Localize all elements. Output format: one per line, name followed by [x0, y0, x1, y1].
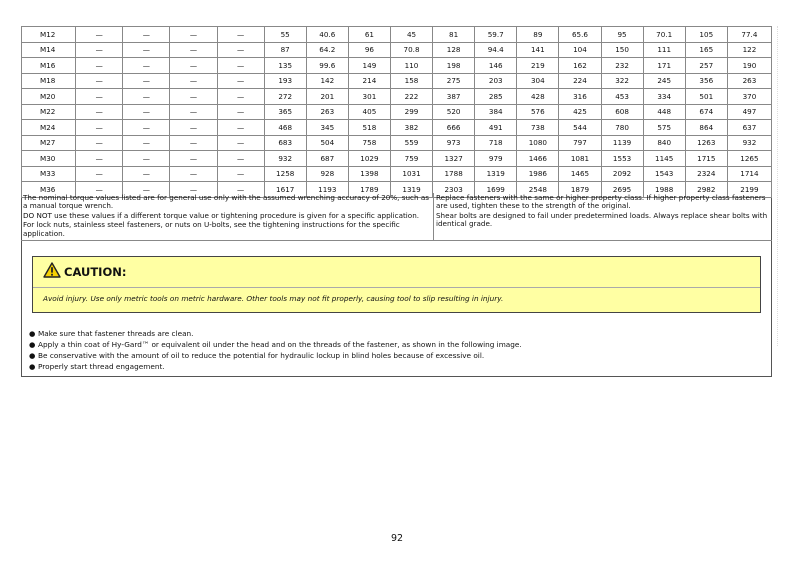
- torque-value-cell: —: [123, 58, 170, 74]
- table-row: [22, 58, 772, 74]
- torque-value-cell: —: [170, 151, 217, 167]
- bullet-icon: ●: [29, 351, 36, 360]
- torque-value-cell: —: [217, 151, 264, 167]
- table-row: [22, 89, 772, 105]
- torque-value-cell: —: [170, 135, 217, 151]
- torque-value-cell: 1879: [559, 182, 601, 198]
- torque-value-cell: 453: [601, 89, 643, 105]
- torque-value-cell: —: [170, 166, 217, 182]
- torque-value-cell: 104: [559, 42, 601, 58]
- torque-value-cell: 334: [643, 89, 685, 105]
- torque-value-cell: 356: [685, 73, 727, 89]
- bolt-size-cell: M36: [22, 182, 76, 198]
- table-row: [22, 166, 772, 182]
- torque-value-cell: 1080: [517, 135, 559, 151]
- torque-value-cell: 142: [306, 73, 348, 89]
- bolt-size-cell: M27: [22, 135, 76, 151]
- torque-value-cell: —: [123, 73, 170, 89]
- torque-value-cell: —: [170, 89, 217, 105]
- torque-value-cell: 190: [727, 58, 771, 74]
- caution-title: CAUTION:: [64, 265, 127, 279]
- torque-value-cell: 245: [643, 73, 685, 89]
- torque-value-cell: 674: [685, 104, 727, 120]
- torque-value-cell: 70.1: [643, 27, 685, 43]
- torque-value-cell: 497: [727, 104, 771, 120]
- notes-left: [21, 193, 434, 240]
- torque-value-cell: 382: [390, 120, 432, 136]
- torque-value-cell: 544: [559, 120, 601, 136]
- torque-value-cell: 1145: [643, 151, 685, 167]
- torque-value-cell: 2695: [601, 182, 643, 198]
- torque-value-cell: 738: [517, 120, 559, 136]
- torque-value-cell: —: [76, 135, 123, 151]
- table-row: [22, 120, 772, 136]
- bullet-icon: ●: [29, 329, 36, 338]
- torque-value-cell: 263: [306, 104, 348, 120]
- bolt-size-cell: M22: [22, 104, 76, 120]
- torque-value-cell: 299: [390, 104, 432, 120]
- torque-value-cell: 2548: [517, 182, 559, 198]
- torque-value-cell: 40.6: [306, 27, 348, 43]
- torque-value-cell: 575: [643, 120, 685, 136]
- table-row: [22, 73, 772, 89]
- torque-value-cell: 780: [601, 120, 643, 136]
- bolt-size-cell: M30: [22, 151, 76, 167]
- torque-value-cell: —: [76, 89, 123, 105]
- torque-value-cell: 150: [601, 42, 643, 58]
- torque-value-cell: 345: [306, 120, 348, 136]
- torque-value-cell: 1265: [727, 151, 771, 167]
- torque-value-cell: 135: [264, 58, 306, 74]
- torque-value-cell: —: [170, 182, 217, 198]
- torque-value-cell: 224: [559, 73, 601, 89]
- bolt-size-cell: M14: [22, 42, 76, 58]
- torque-value-cell: 203: [475, 73, 517, 89]
- torque-value-cell: 928: [306, 166, 348, 182]
- torque-value-cell: 1617: [264, 182, 306, 198]
- torque-value-cell: 1029: [348, 151, 390, 167]
- torque-value-cell: 64.2: [306, 42, 348, 58]
- table-row: [22, 27, 772, 43]
- torque-value-cell: 2982: [685, 182, 727, 198]
- torque-value-cell: 1139: [601, 135, 643, 151]
- torque-value-cell: 1714: [727, 166, 771, 182]
- torque-value-cell: —: [76, 104, 123, 120]
- torque-value-cell: —: [123, 42, 170, 58]
- table-row: [22, 42, 772, 58]
- torque-value-cell: 468: [264, 120, 306, 136]
- torque-value-cell: 45: [390, 27, 432, 43]
- torque-value-cell: —: [76, 120, 123, 136]
- torque-value-cell: 504: [306, 135, 348, 151]
- torque-value-cell: —: [217, 89, 264, 105]
- page-edge-line: [777, 26, 778, 346]
- list-item: [29, 328, 522, 339]
- note-general-use: The nominal torque values listed are for general use only with the assumed wrenching accuracy of 20%, such as a manual torque wrench.: [23, 193, 429, 211]
- torque-value-cell: 193: [264, 73, 306, 89]
- bolt-size-cell: M16: [22, 58, 76, 74]
- torque-value-cell: —: [170, 27, 217, 43]
- caution-box: [32, 256, 761, 313]
- torque-value-cell: 1543: [643, 166, 685, 182]
- torque-value-cell: 61: [348, 27, 390, 43]
- torque-value-cell: 932: [727, 135, 771, 151]
- torque-value-cell: 759: [390, 151, 432, 167]
- torque-value-cell: —: [217, 120, 264, 136]
- torque-value-cell: 111: [643, 42, 685, 58]
- torque-value-cell: 1788: [433, 166, 475, 182]
- torque-value-cell: 149: [348, 58, 390, 74]
- torque-value-cell: 637: [727, 120, 771, 136]
- notes-right: [434, 193, 772, 240]
- torque-value-cell: 518: [348, 120, 390, 136]
- torque-value-cell: —: [217, 166, 264, 182]
- torque-value-cell: 1258: [264, 166, 306, 182]
- torque-value-cell: 1553: [601, 151, 643, 167]
- torque-value-cell: 1319: [390, 182, 432, 198]
- list-item-text: Make sure that fastener threads are clean.: [38, 329, 194, 338]
- torque-value-cell: 1465: [559, 166, 601, 182]
- torque-value-cell: 105: [685, 27, 727, 43]
- torque-value-cell: 501: [685, 89, 727, 105]
- bolt-size-cell: M24: [22, 120, 76, 136]
- torque-value-cell: 973: [433, 135, 475, 151]
- bullet-icon: ●: [29, 362, 36, 371]
- torque-value-cell: 387: [433, 89, 475, 105]
- torque-value-cell: 718: [475, 135, 517, 151]
- torque-value-cell: 1081: [559, 151, 601, 167]
- caution-header: [33, 257, 760, 288]
- torque-value-cell: 2303: [433, 182, 475, 198]
- torque-value-cell: 2092: [601, 166, 643, 182]
- torque-value-cell: —: [76, 182, 123, 198]
- torque-value-cell: —: [217, 104, 264, 120]
- torque-value-cell: 219: [517, 58, 559, 74]
- torque-value-cell: 96: [348, 42, 390, 58]
- torque-value-cell: 2199: [727, 182, 771, 198]
- torque-value-cell: 979: [475, 151, 517, 167]
- list-item-text: Be conservative with the amount of oil to reduce the potential for hydraulic lockup in blind holes because of excessive oil.: [38, 351, 485, 360]
- torque-value-cell: 2324: [685, 166, 727, 182]
- torque-value-cell: —: [170, 104, 217, 120]
- torque-value-cell: 128: [433, 42, 475, 58]
- torque-value-cell: —: [217, 135, 264, 151]
- torque-value-cell: 687: [306, 151, 348, 167]
- torque-value-cell: —: [217, 27, 264, 43]
- torque-value-cell: —: [76, 166, 123, 182]
- bolt-size-cell: M18: [22, 73, 76, 89]
- torque-value-cell: 59.7: [475, 27, 517, 43]
- note-lock-nuts: For lock nuts, stainless steel fasteners, or nuts on U-bolts, see the tightening instructions for the specific application.: [23, 220, 400, 238]
- torque-value-cell: 70.8: [390, 42, 432, 58]
- torque-value-cell: 1789: [348, 182, 390, 198]
- torque-value-cell: 683: [264, 135, 306, 151]
- torque-value-cell: 384: [475, 104, 517, 120]
- torque-value-cell: 316: [559, 89, 601, 105]
- torque-value-cell: 146: [475, 58, 517, 74]
- list-item-text: Properly start thread engagement.: [38, 362, 165, 371]
- torque-value-cell: 576: [517, 104, 559, 120]
- page-number: 92: [390, 533, 404, 544]
- torque-value-cell: —: [123, 120, 170, 136]
- warning-triangle-icon: [43, 262, 61, 282]
- torque-value-cell: 608: [601, 104, 643, 120]
- torque-value-cell: 65.6: [559, 27, 601, 43]
- torque-value-cell: 365: [264, 104, 306, 120]
- torque-value-cell: 232: [601, 58, 643, 74]
- torque-value-cell: —: [123, 104, 170, 120]
- bolt-size-cell: M20: [22, 89, 76, 105]
- torque-value-cell: 1466: [517, 151, 559, 167]
- torque-value-cell: 1031: [390, 166, 432, 182]
- torque-value-cell: —: [217, 42, 264, 58]
- torque-value-cell: 448: [643, 104, 685, 120]
- torque-value-cell: 1327: [433, 151, 475, 167]
- torque-value-cell: —: [76, 27, 123, 43]
- torque-value-cell: —: [170, 120, 217, 136]
- torque-value-cell: 81: [433, 27, 475, 43]
- torque-value-cell: —: [217, 58, 264, 74]
- torque-value-cell: 122: [727, 42, 771, 58]
- list-item: [29, 361, 522, 372]
- torque-value-cell: 1193: [306, 182, 348, 198]
- torque-value-cell: 322: [601, 73, 643, 89]
- list-item: [29, 350, 522, 361]
- bullet-icon: ●: [29, 340, 36, 349]
- note-shear-bolts: Shear bolts are designed to fail under predetermined loads. Always replace shear bolts with identical grade.: [436, 210, 768, 229]
- torque-value-cell: 666: [433, 120, 475, 136]
- torque-value-cell: 110: [390, 58, 432, 74]
- torque-value-cell: —: [123, 135, 170, 151]
- table-row: [22, 104, 772, 120]
- torque-value-cell: 797: [559, 135, 601, 151]
- torque-value-cell: —: [170, 73, 217, 89]
- torque-value-cell: 141: [517, 42, 559, 58]
- note-do-not-use: DO NOT use these values if a different torque value or tightening procedure is given for a specific application.: [23, 210, 420, 220]
- torque-value-cell: 491: [475, 120, 517, 136]
- torque-value-cell: 285: [475, 89, 517, 105]
- torque-value-cell: 1988: [643, 182, 685, 198]
- torque-value-cell: —: [217, 73, 264, 89]
- torque-value-cell: 201: [306, 89, 348, 105]
- torque-value-cell: 99.6: [306, 58, 348, 74]
- torque-value-cell: —: [170, 58, 217, 74]
- torque-value-cell: —: [123, 27, 170, 43]
- torque-value-cell: 428: [517, 89, 559, 105]
- torque-value-cell: —: [76, 58, 123, 74]
- table-row: [22, 151, 772, 167]
- torque-value-cell: 520: [433, 104, 475, 120]
- torque-value-cell: 864: [685, 120, 727, 136]
- torque-value-cell: 932: [264, 151, 306, 167]
- torque-value-cell: 370: [727, 89, 771, 105]
- caution-text: Avoid injury. Use only metric tools on metric hardware. Other tools may not fit properly, causing tool to slip resulting in injury.: [43, 294, 504, 303]
- torque-value-cell: 425: [559, 104, 601, 120]
- torque-value-cell: 257: [685, 58, 727, 74]
- torque-value-cell: 87: [264, 42, 306, 58]
- torque-value-cell: —: [170, 42, 217, 58]
- torque-value-cell: 1263: [685, 135, 727, 151]
- torque-value-cell: 1715: [685, 151, 727, 167]
- torque-value-cell: —: [123, 89, 170, 105]
- bolt-size-cell: M33: [22, 166, 76, 182]
- torque-value-cell: 304: [517, 73, 559, 89]
- note-replace-fasteners: Replace fasteners with the same or higher property class. If higher property class fasteners are used, tighten these to the strength of the original.: [436, 193, 766, 211]
- table-row: [22, 135, 772, 151]
- torque-value-cell: —: [76, 42, 123, 58]
- torque-value-cell: —: [123, 182, 170, 198]
- torque-table: [21, 26, 772, 198]
- torque-value-cell: 55: [264, 27, 306, 43]
- torque-value-cell: 1986: [517, 166, 559, 182]
- torque-value-cell: 840: [643, 135, 685, 151]
- torque-value-cell: 559: [390, 135, 432, 151]
- torque-value-cell: 94.4: [475, 42, 517, 58]
- torque-value-cell: 162: [559, 58, 601, 74]
- torque-value-cell: 214: [348, 73, 390, 89]
- list-item-text: Apply a thin coat of Hy-Gard™ or equivalent oil under the head and on the threads of the fastener, as shown in the following image.: [38, 340, 522, 349]
- torque-value-cell: 95: [601, 27, 643, 43]
- torque-value-cell: 1319: [475, 166, 517, 182]
- torque-value-cell: 89: [517, 27, 559, 43]
- torque-value-cell: 1398: [348, 166, 390, 182]
- torque-value-cell: 171: [643, 58, 685, 74]
- torque-value-cell: 272: [264, 89, 306, 105]
- torque-value-cell: 758: [348, 135, 390, 151]
- torque-value-cell: —: [76, 73, 123, 89]
- torque-value-cell: —: [123, 151, 170, 167]
- torque-value-cell: —: [217, 182, 264, 198]
- torque-value-cell: 275: [433, 73, 475, 89]
- torque-value-cell: 405: [348, 104, 390, 120]
- torque-value-cell: —: [76, 151, 123, 167]
- list-item: [29, 339, 522, 350]
- torque-value-cell: 301: [348, 89, 390, 105]
- torque-value-cell: 77.4: [727, 27, 771, 43]
- torque-value-cell: —: [123, 166, 170, 182]
- instruction-list: [29, 328, 522, 372]
- torque-value-cell: 158: [390, 73, 432, 89]
- torque-value-cell: 263: [727, 73, 771, 89]
- bolt-size-cell: M12: [22, 27, 76, 43]
- torque-value-cell: 1699: [475, 182, 517, 198]
- notes-section: [21, 193, 772, 241]
- torque-value-cell: 165: [685, 42, 727, 58]
- torque-value-cell: 198: [433, 58, 475, 74]
- torque-value-cell: 222: [390, 89, 432, 105]
